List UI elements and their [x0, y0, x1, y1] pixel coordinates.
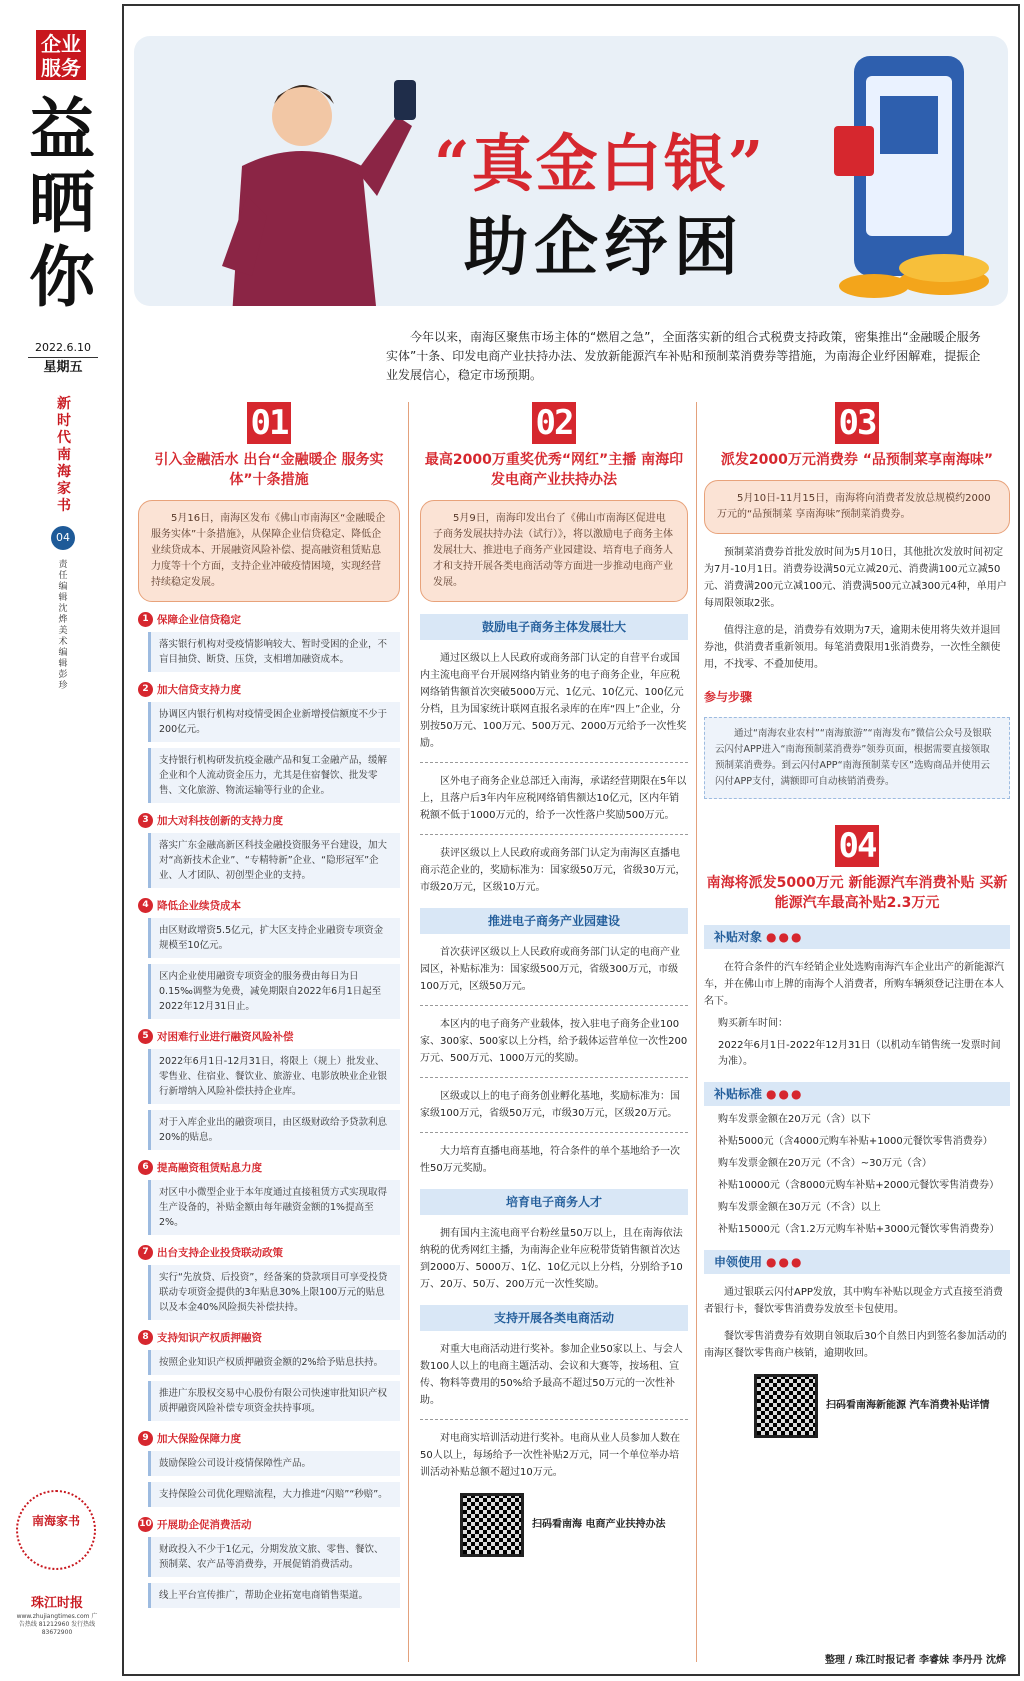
section-title: 最高2000万重奖优秀“网红”主播 南海印发电商产业扶持办法: [424, 452, 684, 488]
subsidy-target-text: 在符合条件的汽车经销企业处选购南海汽车企业出产的新能源汽车，并在佛山市上牌的南海个人消费者，所购车辆须登记注册在本人名下。: [704, 962, 1004, 1007]
newspaper-logo: [14, 1592, 100, 1637]
measure-detail: 落实银行机构对受疫情影响较大、暂时受困的企业，不盲目抽贷、断贷、压贷，支相增加融资成本。: [148, 632, 400, 672]
masthead-char-1: 益: [29, 90, 95, 168]
paper-name: 珠江时报: [30, 1596, 83, 1611]
measure-detail: 实行“先放贷、后投资”，经备案的贷款项目可享受投贷联动专项资金提供的3年贴息30%上限100万元的贴息以及本金40%风险损失补偿扶持。: [148, 1265, 400, 1320]
measure-number-badge: 3: [138, 813, 153, 828]
measure-number-badge: 1: [138, 612, 153, 627]
masthead-title: [22, 92, 102, 314]
claim-use-heading: [704, 1250, 1010, 1274]
policy-paragraph: 区级或以上的电子商务创业孵化基地，奖励标准为：国家级100万元，省级50万元，市级30万元，区级20万元。: [420, 1077, 688, 1122]
subsection-band: 支持开展各类电商活动: [420, 1305, 688, 1331]
section-title: 南海将派发5000万元 新能源汽车消费补贴 买新能源汽车最高补贴2.3万元: [706, 875, 1008, 911]
policy-paragraph: 对电商实培训活动进行奖补。电商从业人员参加人数在50人以上，每场给予一次性补贴2万元，同一个单位举办培训活动补贴总额不超过10万元。: [420, 1419, 688, 1481]
policy-paragraph: 区外电子商务企业总部迁入南海，承诺经营期限在5年以上，且落户后3年内年应税网络销售额达10亿元，区内年销税额不低于1000万元的，给予一次性落户奖励500万元。: [420, 762, 688, 824]
section-title: 引入金融活水 出台“金融暖企 服务实体”十条措施: [154, 452, 384, 488]
subsidy-target-heading: [704, 925, 1010, 949]
policy-paragraph: 首次获评区级以上人民政府或商务部门认定的电商产业园区，补贴标准为：国家级500万元，省级300万元，市级100万元，区级50万元。: [420, 947, 680, 992]
standard-condition: 购车发票金额在20万元（含）以下: [718, 1114, 871, 1125]
standard-condition: 购车发票金额在30万元（不含）以上: [718, 1202, 881, 1213]
measure-detail: 按照企业知识产权质押融资金额的2%给予贴息扶持。: [148, 1350, 400, 1375]
paper-contact: www.zhujiangtimes.com 广告热线 81212960 发行热线 83672900: [16, 1613, 98, 1636]
heading-text: 申领使用: [714, 1255, 763, 1269]
vertical-title: 新时代南海家书: [57, 396, 71, 514]
issue-date: [28, 340, 98, 375]
column-divider: [696, 402, 697, 1662]
qr-code[interactable]: [460, 1493, 524, 1557]
measure-detail: 支持银行机构研发抗疫金融产品和复工金融产品，缓解企业和个人流动资金压力，尤其是住宿餐饮、批发零售、文化旅游、物流运输等行业的企业。: [148, 748, 400, 803]
section-03: [704, 402, 1010, 1438]
measure-detail: 落实广东金融高新区科技金融投资服务平台建设，加大对“高新技术企业”、“专精特新”企业、“隐形冠军”企业、人才团队、初创型企业的支持。: [148, 833, 400, 888]
section-number: 04: [835, 825, 879, 867]
measure-number-badge: 8: [138, 1330, 153, 1345]
measure-number-badge: 10: [138, 1517, 153, 1532]
masthead: [0, 0, 110, 1681]
steps-box: 通过“南海农业农村”“南海旅游”“南海发布”微信公众号及银联云闪付APP进入“南海预制菜消费券”领券页面，根据需要直接领取预制菜消费券。到云闪付APP“南海预制菜专区”选购商品并使用云闪付APP支付，满额即可自动核销消费券。: [704, 717, 1010, 799]
measure-heading: [138, 1517, 400, 1532]
time-value: 2022年6月1日-2022年12月31日（以机动车销售统一发票时间为准）。: [718, 1040, 1001, 1067]
qr-block: [460, 1493, 688, 1557]
hero-title-line2: 助企纾困: [464, 210, 744, 285]
dots-icon: ●●●: [766, 1087, 804, 1101]
page-number-badge: 04: [51, 526, 75, 550]
measure-heading: [138, 813, 400, 828]
measure-number-badge: 4: [138, 898, 153, 913]
measure-number-badge: 5: [138, 1029, 153, 1044]
measure-detail: 2022年6月1日-12月31日，将限上（规上）批发业、零售业、住宿业、餐饮业、旅游业、电影放映业企业银行新增纳入风险补偿扶持企业库。: [148, 1049, 400, 1104]
editor-credits: 责任编辑 沈烨 美术编辑 彭珍: [58, 560, 68, 691]
measure-title: 加大信贷支持力度: [157, 684, 241, 696]
steps-heading: 参与步骤: [704, 690, 753, 704]
section-number: 02: [532, 402, 576, 444]
nanhai-jiashu-logo: [16, 1490, 96, 1570]
measure-title: 开展助企促消费活动: [157, 1519, 252, 1531]
measure-detail: 区内企业使用融资专项资金的服务费由每日为日0.15‰调整为免费，减免期限自2022年6月1日起至2022年12月31日止。: [148, 964, 400, 1019]
measure-detail: 推进广东股权交易中心股份有限公司快速审批知识产权质押融资风险补偿专项资金扶持事项。: [148, 1381, 400, 1421]
measure-number-badge: 7: [138, 1245, 153, 1260]
column-badge: 企业服务: [36, 30, 86, 80]
measure-heading: [138, 898, 400, 913]
reporter-credits: 整理 / 珠江时报记者 李睿妹 李丹丹 沈烨: [824, 1655, 1006, 1666]
policy-paragraph: 值得注意的是，消费券有效期为7天，逾期未使用将失效并退回券池，供消费者重新领用。每笔消费限用1张消费券，一次性全额使用，不找零、不叠加使用。: [704, 625, 1001, 670]
measure-heading: [138, 1330, 400, 1345]
measure-title: 保障企业信贷稳定: [157, 614, 241, 626]
dots-icon: ●●●: [766, 930, 804, 944]
intro-paragraph: 今年以来，南海区聚焦市场主体的“燃眉之急”，全面落实新的组合式税费支持政策，密集推出“金融暖企服务实体”十条、印发电商产业扶持办法、发放新能源汽车补贴和预制菜消费券等措施，为南海企业纾困解难，提振企业发展信心，稳定市场预期。: [386, 330, 981, 382]
masthead-char-3: 你: [29, 238, 95, 316]
section-number: 01: [247, 402, 291, 444]
standard-condition: 购车发票金额在20万元（不含）~30万元（含）: [718, 1158, 932, 1169]
measure-heading: [138, 612, 400, 627]
measure-title: 对困难行业进行融资风险补偿: [157, 1031, 294, 1043]
standard-amount: 补贴10000元（含8000元购车补贴+2000元餐饮零售消费券）: [718, 1180, 1000, 1191]
weekday-text: 星期五: [28, 357, 98, 375]
policy-paragraph: 获评区级以上人民政府或商务部门认定为南海区直播电商示范企业的，奖励标准为：国家级50万元，省级30万元，市级20万元，区级10万元。: [420, 834, 688, 896]
policy-paragraph: 拥有国内主流电商平台粉丝量50万以上，且在南海依法纳税的优秀网红主播，为南海企业年应税带货销售额首次达到2000万、5000万、1亿、10亿元以上分档，分别给予10万、20万、50万、200万元一次性奖励。: [420, 1228, 683, 1290]
section-summary: 5月9日，南海印发出台了《佛山市南海区促进电子商务发展扶持办法（试行）》，将以激励电子商务主体发展壮大、推进电子商务产业园建设、培育电子商务人才和支持开展各类电商活动等方面进一步推动电商产业发展。: [420, 500, 688, 602]
measure-title: 提高融资租赁贴息力度: [157, 1162, 262, 1174]
time-label: 购买新车时间：: [718, 1018, 788, 1029]
page-frame: [122, 4, 1020, 1676]
measure-title: 降低企业续贷成本: [157, 900, 241, 912]
section-title: 派发2000万元消费券 “品预制菜享南海味”: [720, 452, 994, 468]
subsection-band: 鼓励电子商务主体发展壮大: [420, 614, 688, 640]
heading-text: 补贴对象: [714, 930, 763, 944]
measure-heading: [138, 1029, 400, 1044]
policy-paragraph: 大力培育直播电商基地，符合条件的单个基地给予一次性50万元奖励。: [420, 1132, 688, 1177]
qr-block: [754, 1374, 1010, 1438]
measure-detail: 支持保险公司优化理赔流程，大力推进“闪赔”“秒赔”。: [148, 1482, 400, 1507]
claim-use-text: 通过银联云闪付APP发放，其中购车补贴以现金方式直接至消费者银行卡，餐饮零售消费券发放至卡包使用。: [704, 1287, 1003, 1315]
policy-paragraph: 预制菜消费券首批发放时间为5月10日，其他批次发放时间初定为7月-10月1日。消费券设满50元立减20元、消费满100元立减50元、消费满200元立减100元、消费满500元立减300元4种，单用户每周限领取2张。: [704, 547, 1007, 609]
heading-text: 补贴标准: [714, 1087, 763, 1101]
section-number: 03: [835, 402, 879, 444]
measure-list: [138, 612, 400, 1608]
subsection-band: 培育电子商务人才: [420, 1189, 688, 1215]
column-divider: [408, 402, 409, 1662]
measure-title: 加大对科技创新的支持力度: [157, 815, 283, 827]
masthead-char-2: 晒: [29, 164, 95, 242]
policy-paragraph: 本区内的电子商务产业载体，按入驻电子商务企业100家、300家、500家以上分档，给予载体运营单位一次性200万元、500万元、1000万元的奖励。: [420, 1005, 688, 1067]
qr-caption: 扫码看南海新能源 汽车消费补贴详情: [826, 1400, 990, 1411]
measure-heading: [138, 1245, 400, 1260]
measure-detail: 线上平台宣传推广，帮助企业拓宽电商销售渠道。: [148, 1583, 400, 1608]
measure-number-badge: 2: [138, 682, 153, 697]
section-summary: 5月16日，南海区发布《佛山市南海区“金融暖企 服务实体”十条措施》，从保障企业信贷稳定、降低企业续贷成本、开展融资风险补偿、提高融资租赁贴息力度等十个方面，支持企业冲破疫情困境，实现经营持续稳定发展。: [138, 500, 400, 602]
measure-detail: 鼓励保险公司设计疫情保障性产品。: [148, 1451, 400, 1476]
measure-detail: 由区财政增资5.5亿元，扩大区支持企业融资专项资金规模至10亿元。: [148, 918, 400, 958]
logo-text: 南海家书: [31, 1514, 80, 1528]
hero-title-line1: “真金白银”: [434, 127, 766, 200]
claim-use-text: 餐饮零售消费券有效期自领取后30个自然日内到签名参加活动的南海区餐饮零售商户核销，逾期收回。: [704, 1331, 1007, 1359]
standard-amount: 补贴5000元（含4000元购车补贴+1000元餐饮零售消费券）: [718, 1136, 993, 1147]
section-04: [704, 825, 1010, 1438]
qr-code[interactable]: [754, 1374, 818, 1438]
dots-icon: ●●●: [766, 1255, 804, 1269]
section-01: [138, 402, 400, 1608]
section-summary: 5月10日-11月15日，南海将向消费者发放总规模约2000万元的“品预制菜 享南海味”预制菜消费券。: [704, 480, 1010, 534]
standard-amount: 补贴15000元（含1.2万元购车补贴+3000元餐饮零售消费券）: [718, 1224, 1000, 1235]
date-text: 2022.6.10: [35, 341, 91, 354]
subsidy-standard-heading: [704, 1082, 1010, 1106]
section-02: [420, 402, 688, 1557]
person-with-phone-illustration: [162, 56, 432, 306]
measure-detail: 协调区内银行机构对疫情受困企业新增授信额度不少于200亿元。: [148, 702, 400, 742]
measure-title: 加大保险保障力度: [157, 1433, 241, 1445]
measure-detail: 对区中小微型企业于本年度通过直接租赁方式实现取得生产设备的，补贴金额由每年融资金额的1%提高至2%。: [148, 1180, 400, 1235]
qr-caption: 扫码看南海 电商产业扶持办法: [532, 1519, 666, 1530]
measure-heading: [138, 1431, 400, 1446]
measure-number-badge: 9: [138, 1431, 153, 1446]
measure-title: 出台支持企业投贷联动政策: [157, 1247, 283, 1259]
subsection-band: 推进电子商务产业园建设: [420, 908, 688, 934]
measure-detail: 财政投入不少于1亿元，分期发放文旅、零售、餐饮、预制菜、农产品等消费券，开展促销消费活动。: [148, 1537, 400, 1577]
measure-number-badge: 6: [138, 1160, 153, 1175]
policy-paragraph: 通过区级以上人民政府或商务部门认定的自营平台或国内主流电商平台开展网络内销业务的电子商务企业，年应税网络销售额首次突破5000万元、1亿元、10亿元、100亿元分档，且为国家统计联网直报名录库的在库“四上”企业，分别按50万元、100万元、500万元、2000万元给予一次性奖励。: [420, 653, 687, 749]
hero-banner: [134, 36, 1008, 306]
phone-coins-illustration: [814, 36, 1004, 306]
measure-heading: [138, 682, 400, 697]
measure-heading: [138, 1160, 400, 1175]
measure-title: 支持知识产权质押融资: [157, 1332, 262, 1344]
measure-detail: 对于入库企业出的融资项目，由区级财政给予贷款利息20%的贴息。: [148, 1110, 400, 1150]
policy-paragraph: 对重大电商活动进行奖补。参加企业50家以上、与会人数100人以上的电商主题活动、会议和大赛等，按场租、宣传、物料等费用的50%给予最高不超过50万元的一次性补助。: [420, 1344, 683, 1406]
